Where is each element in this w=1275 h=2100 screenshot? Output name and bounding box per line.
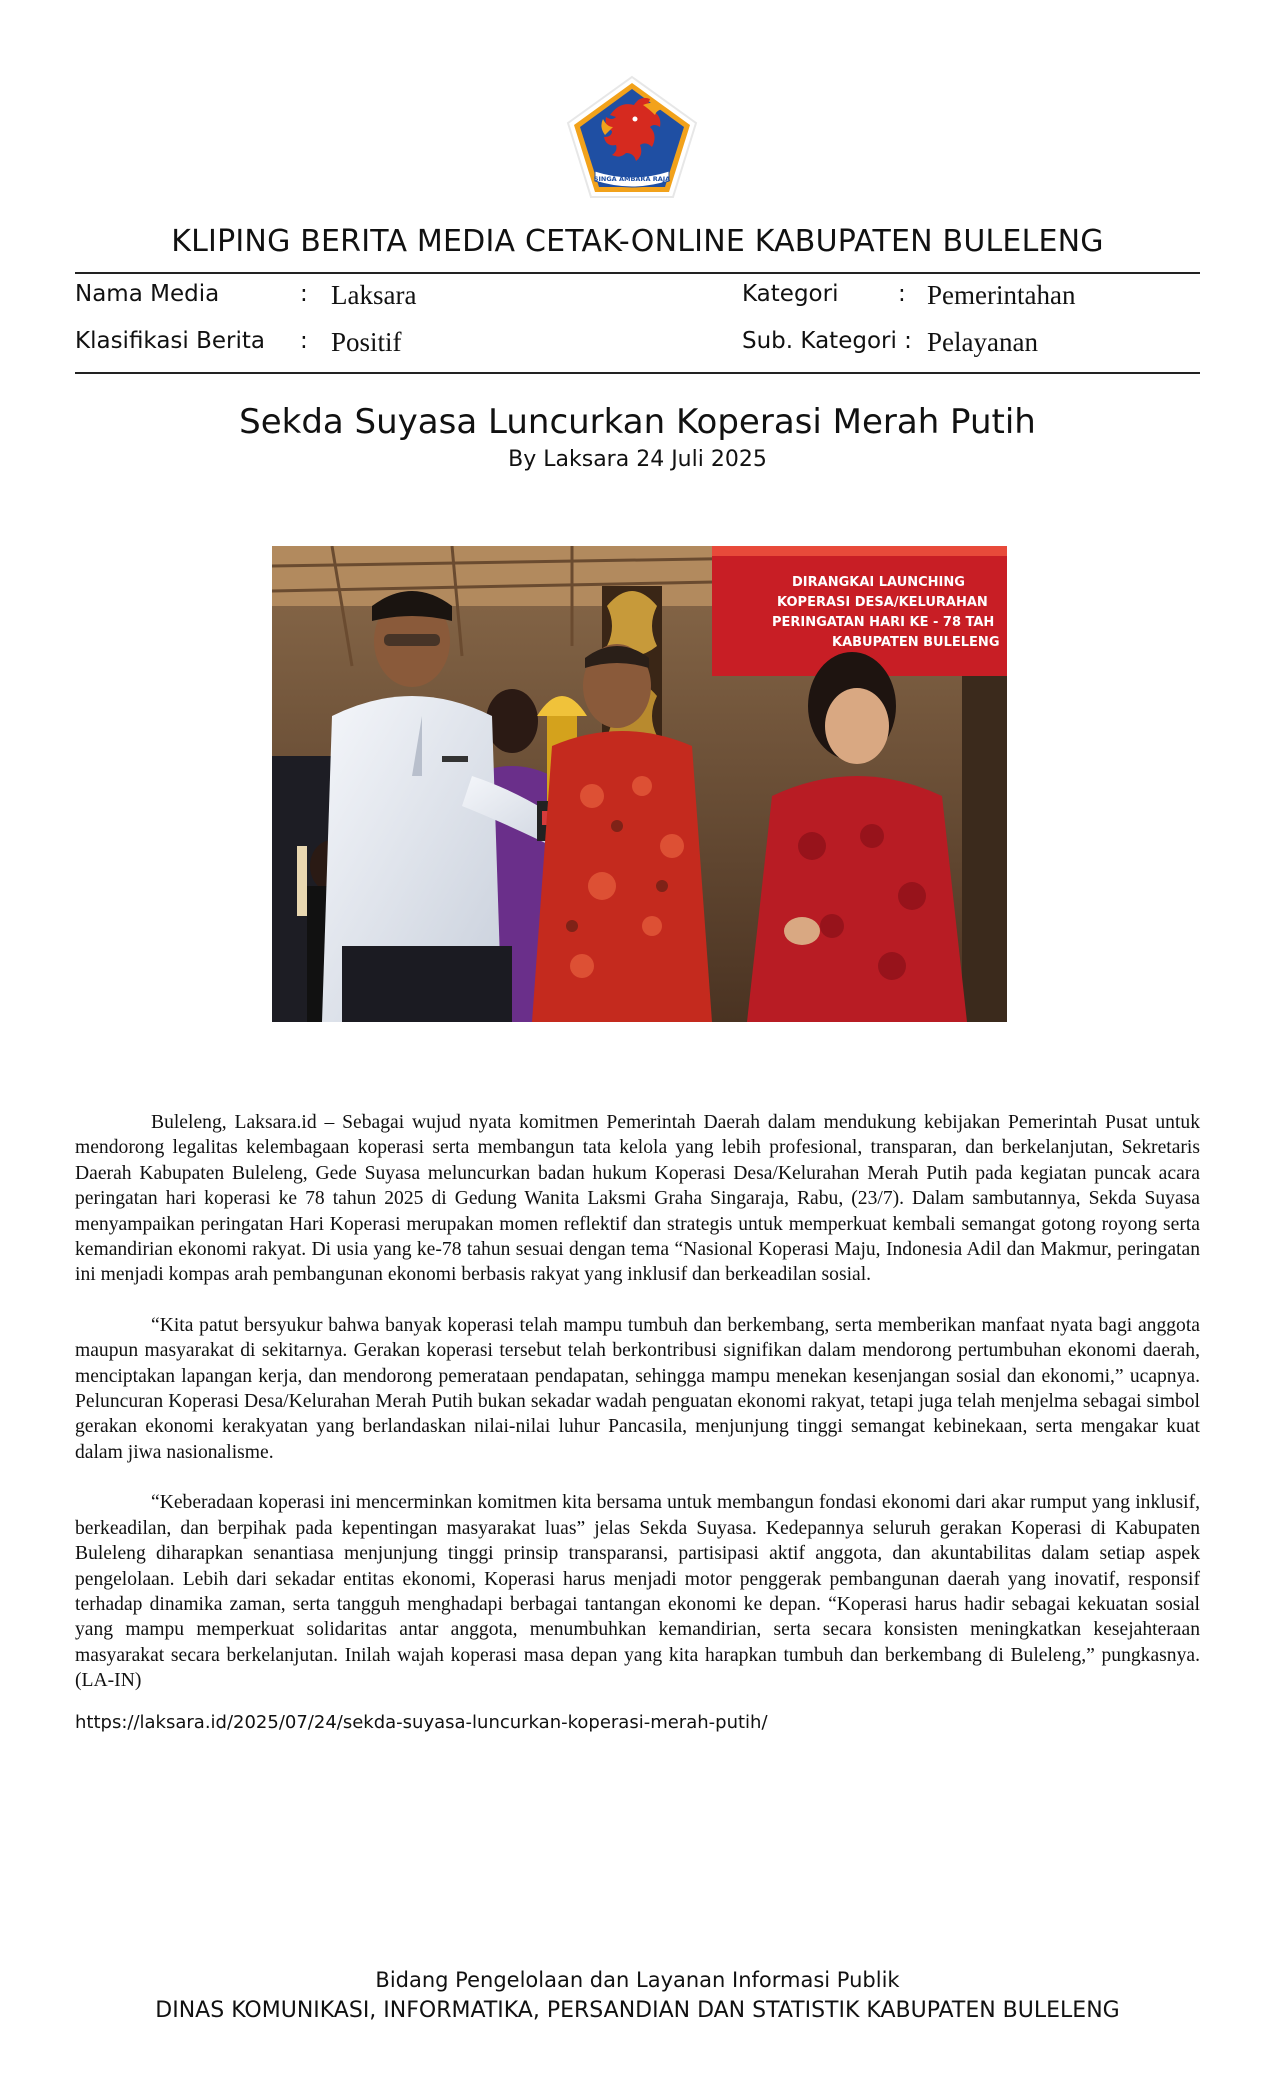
subcategory-label: Sub. Kategori : xyxy=(742,328,912,354)
classification-colon: : xyxy=(300,328,308,354)
article-paragraph: “Keberadaan koperasi ini mencerminkan komitmen kita bersama untuk membangun fondasi ekonomi dari akar rumput yang inklusif, berkeadilan, dan berpihak pada kepentingan masyarakat luas” jelas Sekda Suyasa. Kedepannya seluruh gerakan Koperasi di Kabupaten Buleleng diharapkan senantiasa menjunjung tinggi prinsip transparansi, partisipasi aktif anggota, dan akuntabilitas dalam setiap aspek pengelolaan. Lebih dari sekadar entitas ekonomi, Koperasi harus menjadi motor penggerak pembangunan daerah yang inovatif, responsif terhadap dinamika zaman, serta tangguh menghadapi berbagai tantangan ekonomi ke depan. “Koperasi harus hadir sebagai kekuatan sosial yang mampu memperkuat solidaritas antar anggota, menumbuhkan kemandirian, serta secara konsisten meningkatkan kesejahteraan masyarakat secara berkelanjutan. Inilah wajah koperasi masa depan yang kita harapkan tumbuh dan berkembang di Buleleng,” pungkasnya. (LA-IN) xyxy=(75,1492,1200,1692)
article-byline: By Laksara 24 Juli 2025 xyxy=(508,447,767,472)
subcategory-value: Pelayanan xyxy=(927,327,1038,357)
header-top-divider xyxy=(75,272,1200,274)
footer-department: Bidang Pengelolaan dan Layanan Informasi Publik xyxy=(375,1968,900,1992)
media-name-label: Nama Media xyxy=(75,281,220,307)
footer-agency: DINAS KOMUNIKASI, INFORMATIKA, PERSANDIAN DAN STATISTIK KABUPATEN BULELENG xyxy=(155,1998,1120,2023)
svg-text:KOPERASI DESA/KELURAHAN: KOPERASI DESA/KELURAHAN xyxy=(777,595,988,610)
classification-label: Klasifikasi Berita xyxy=(75,328,266,354)
source-url-link[interactable]: https://laksara.id/2025/07/24/sekda-suyasa-luncurkan-koperasi-merah-putih/ xyxy=(75,1712,768,1733)
article-title: Sekda Suyasa Luncurkan Koperasi Merah Putih xyxy=(239,402,1036,442)
category-value: Pemerintahan xyxy=(927,280,1076,310)
svg-text:SINGA AMBARA RAJA: SINGA AMBARA RAJA xyxy=(593,175,671,183)
category-colon: : xyxy=(898,281,906,307)
category-label: Kategori xyxy=(742,281,839,307)
classification-value: Positif xyxy=(331,327,402,357)
svg-text:PERINGATAN HARI KE - 78 TAH: PERINGATAN HARI KE - 78 TAH xyxy=(772,615,995,630)
article-photo xyxy=(272,546,1007,1022)
document-header-title: KLIPING BERITA MEDIA CETAK-ONLINE KABUPATEN BULELENG xyxy=(171,224,1104,259)
media-name-value: Laksara xyxy=(331,280,417,310)
article-body xyxy=(75,1110,1200,1719)
media-name-colon: : xyxy=(300,281,308,307)
header-bottom-divider xyxy=(75,372,1200,374)
svg-text:KABUPATEN BULELENG: KABUPATEN BULELENG xyxy=(832,635,1000,650)
article-paragraph: Buleleng, Laksara.id – Sebagai wujud nyata komitmen Pemerintah Daerah dalam mendukung kebijakan Pemerintah Pusat untuk mendorong legalitas kelembagaan koperasi serta membangun tata kelola yang lebih profesional, transparan, dan berkelanjutan, Sekretaris Daerah Kabupaten Buleleng, Gede Suyasa meluncurkan badan hukum Koperasi Desa/Kelurahan Merah Putih pada kegiatan puncak acara peringatan hari koperasi ke 78 tahun 2025 di Gedung Wanita Laksmi Graha Singaraja, Rabu, (23/7). Dalam sambutannya, Sekda Suyasa menyampaikan peringatan Hari Koperasi merupakan momen reflektif dan strategis untuk memperkuat kembali semangat gotong royong serta kemandirian ekonomi rakyat. Di usia yang ke-78 tahun sesuai dengan tema “Nasional Koperasi Maju, Indonesia Adil dan Makmur, peringatan ini menjadi kompas arah pembangunan ekonomi berbasis rakyat yang inklusif dan berkeadilan sosial. xyxy=(75,1112,1200,1286)
svg-text:DIRANGKAI LAUNCHING: DIRANGKAI LAUNCHING xyxy=(792,575,965,590)
buleleng-emblem-logo xyxy=(565,75,700,200)
article-paragraph: “Kita patut bersyukur bahwa banyak koperasi telah mampu tumbuh dan berkembang, serta memberikan manfaat nyata bagi anggota maupun masyarakat di sekitarnya. Gerakan koperasi tersebut telah berkontribusi signifikan dalam mendorong pertumbuhan ekonomi daerah, menciptakan lapangan kerja, dan mendorong pemerataan pendapatan, sehingga mampu menekan kesenjangan sosial dan ekonomi,” ucapnya. Peluncuran Koperasi Desa/Kelurahan Merah Putih bukan sekadar wadah penguatan ekonomi rakyat, tetapi juga telah menjelma sebagai simbol gerakan ekonomi kerakyatan yang berlandaskan nilai-nilai luhur Pancasila, menjunjung tinggi semangat kebinekaan, serta mengakar kuat dalam jiwa nasionalisme. xyxy=(75,1314,1200,1463)
